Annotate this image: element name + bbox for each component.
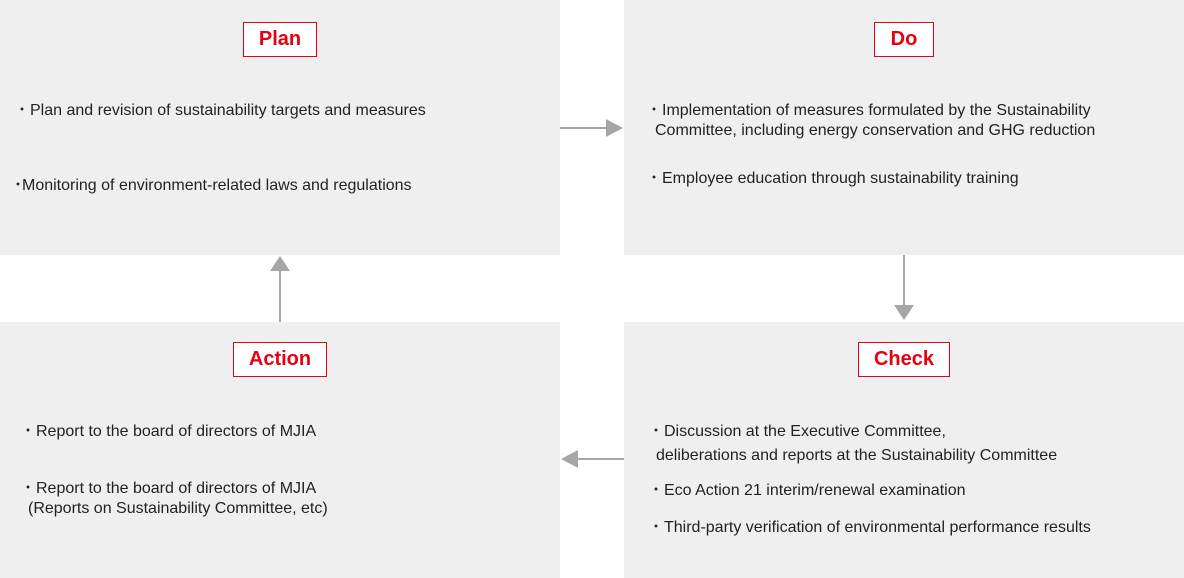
action-item-1: ・Report to the board of directors of MJIA [20, 423, 317, 440]
plan-item-1: ・Plan and revision of sustainability targets and measures [14, 102, 426, 119]
arrow-plan-to-do [560, 116, 624, 140]
do-item-2: ・Employee education through sustainability training [646, 170, 1019, 187]
action-item-2-line-2: (Reports on Sustainability Committee, etc) [28, 500, 328, 517]
plan-panel [0, 0, 560, 255]
action-panel [0, 322, 560, 578]
do-title: Do [874, 22, 934, 57]
check-panel [624, 322, 1184, 578]
arrow-do-to-check [892, 255, 916, 321]
arrow-action-to-plan [268, 255, 292, 322]
arrow-check-to-action [560, 447, 624, 471]
check-item-2: ・Eco Action 21 interim/renewal examination [648, 482, 966, 499]
plan-item-2: ･Monitoring of environment-related laws and regulations [14, 177, 412, 194]
plan-title: Plan [243, 22, 317, 57]
do-item-1-line-1: ・Implementation of measures formulated by the Sustainability [646, 102, 1091, 119]
do-panel [624, 0, 1184, 255]
check-item-1-line-2: deliberations and reports at the Sustainability Committee [656, 447, 1058, 464]
action-title: Action [233, 342, 327, 377]
do-item-1-line-2: Committee, including energy conservation and GHG reduction [655, 122, 1096, 139]
check-item-1-line-1: ・Discussion at the Executive Committee, [648, 423, 946, 440]
check-title: Check [858, 342, 950, 377]
action-item-2-line-1: ・Report to the board of directors of MJIA [20, 480, 317, 497]
check-item-3: ・Third-party verification of environmental performance results [648, 519, 1091, 536]
